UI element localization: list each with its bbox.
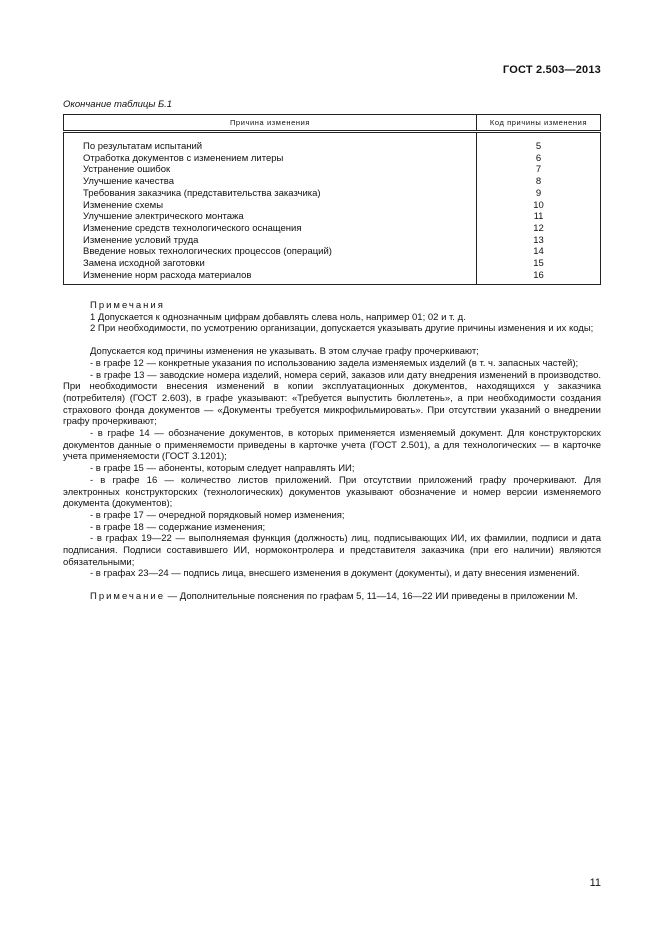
- table-row: [64, 153, 601, 165]
- table-row: [64, 270, 601, 285]
- change-reason-table: [63, 114, 601, 285]
- note-item: 2 При необходимости, по усмотрению организации, допускается указывать другие причины изменения и их коды;: [90, 323, 594, 335]
- table-row: [64, 200, 601, 212]
- table-row: [64, 176, 601, 188]
- reason-cell: Изменение условий труда: [64, 235, 477, 247]
- code-cell: 8: [477, 176, 601, 188]
- code-cell: 12: [477, 223, 601, 235]
- paragraph: - в графе 15 — абоненты, которым следует направлять ИИ;: [90, 463, 355, 475]
- reason-cell: Замена исходной заготовки: [64, 258, 477, 270]
- paragraph: Допускается код причины изменения не указывать. В этом случае графу прочеркивают;: [90, 346, 479, 358]
- table-row: [64, 211, 601, 223]
- code-cell: 7: [477, 164, 601, 176]
- reason-cell: Улучшение качества: [64, 176, 477, 188]
- reason-cell: Изменение схемы: [64, 200, 477, 212]
- table-body: [64, 132, 601, 285]
- table-row: [64, 235, 601, 247]
- table-row: [64, 132, 601, 153]
- table-row: [64, 246, 601, 258]
- paragraph: - в графах 23—24 — подпись лица, внесшего изменения в документ (документы), и дату внесения изменений.: [90, 568, 580, 580]
- reason-cell: Устранение ошибок: [64, 164, 477, 176]
- paragraph: - в графе 18 — содержание изменения;: [90, 521, 266, 533]
- final-note-text: — Дополнительные пояснения по графам 5, 11—14, 16—22 ИИ приведены в приложении М.: [165, 591, 578, 603]
- code-cell: 16: [477, 270, 601, 285]
- paragraph: - в графе 12 — конкретные указания по использованию задела изменяемых изделий (в т. ч. запасных частей);: [90, 357, 579, 369]
- paragraph: - в графе 16 — количество листов приложений. При отсутствии приложений графу прочеркивают. Для электронных конструкторских (технологических) документов указывают обозначение и номер версии изменяемого документа (документов);: [63, 474, 601, 510]
- table-row: [64, 223, 601, 235]
- paragraph: - в графе 14 — обозначение документов, в которых применяется изменяемый документ. Для конструкторских документов данные о применяемости приведены в карточке учета (ГОСТ 2.501), а для технологических — в карточке учета применяемости (ГОСТ 3.1201);: [63, 428, 601, 463]
- table-row: [64, 188, 601, 200]
- reason-cell: Введение новых технологических процессов (операций): [64, 246, 477, 258]
- column-header-code: Код причины изменения: [477, 115, 601, 132]
- reason-cell: Отработка документов с изменением литеры: [64, 153, 477, 165]
- table-row: [64, 258, 601, 270]
- document-code: ГОСТ 2.503—2013: [502, 64, 601, 76]
- code-cell: 10: [477, 200, 601, 212]
- table-caption: Окончание таблицы Б.1: [63, 99, 173, 110]
- reason-cell: Улучшение электрического монтажа: [64, 211, 477, 223]
- table-header-row: [64, 115, 601, 132]
- reason-cell: По результатам испытаний: [64, 132, 477, 153]
- paragraph: - в графе 13 — заводские номера изделий, номера серий, заказов или дату внедрения изменений в производство. При необходимости внесения изменений в копии эксплуатационных документов, находящихся у заказчика (потребителя) (ГОСТ 2.603), в графе указывают: «Требуется выпустить бюллетень», а при необходимости создания страхового фонда документов — «Документы требуется микрофильмировать». При отсутствии указаний о внедрении графу прочеркивают;: [63, 369, 601, 428]
- code-cell: 14: [477, 246, 601, 258]
- notes-heading: Примечания: [90, 300, 165, 311]
- table-row: [64, 164, 601, 176]
- code-cell: 13: [477, 235, 601, 247]
- paragraph: - в графах 19—22 — выполняемая функция (должность) лиц, подписывающих ИИ, их фамилии, подписи и дата подписания. Подписи составившего ИИ, нормоконтролера и представителя заказчика (при его наличии) являются обязательными;: [63, 533, 601, 568]
- code-cell: 11: [477, 211, 601, 223]
- code-cell: 6: [477, 153, 601, 165]
- note-item: 1 Допускается к однозначным цифрам добавлять слева ноль, например 01; 02 и т. д.: [90, 311, 466, 323]
- reason-cell: Изменение средств технологического оснащения: [64, 223, 477, 235]
- code-cell: 9: [477, 188, 601, 200]
- column-header-reason: Причина изменения: [64, 115, 477, 132]
- code-cell: 5: [477, 132, 601, 153]
- body-text: [63, 300, 601, 603]
- reason-cell: Требования заказчика (представительства заказчика): [64, 188, 477, 200]
- paragraph: - в графе 17 — очередной порядковый номер изменения;: [90, 509, 345, 521]
- code-cell: 15: [477, 258, 601, 270]
- page-number: 11: [589, 877, 601, 889]
- final-note: [63, 591, 601, 603]
- final-note-label: Примечание: [90, 591, 165, 603]
- reason-cell: Изменение норм расхода материалов: [64, 270, 477, 285]
